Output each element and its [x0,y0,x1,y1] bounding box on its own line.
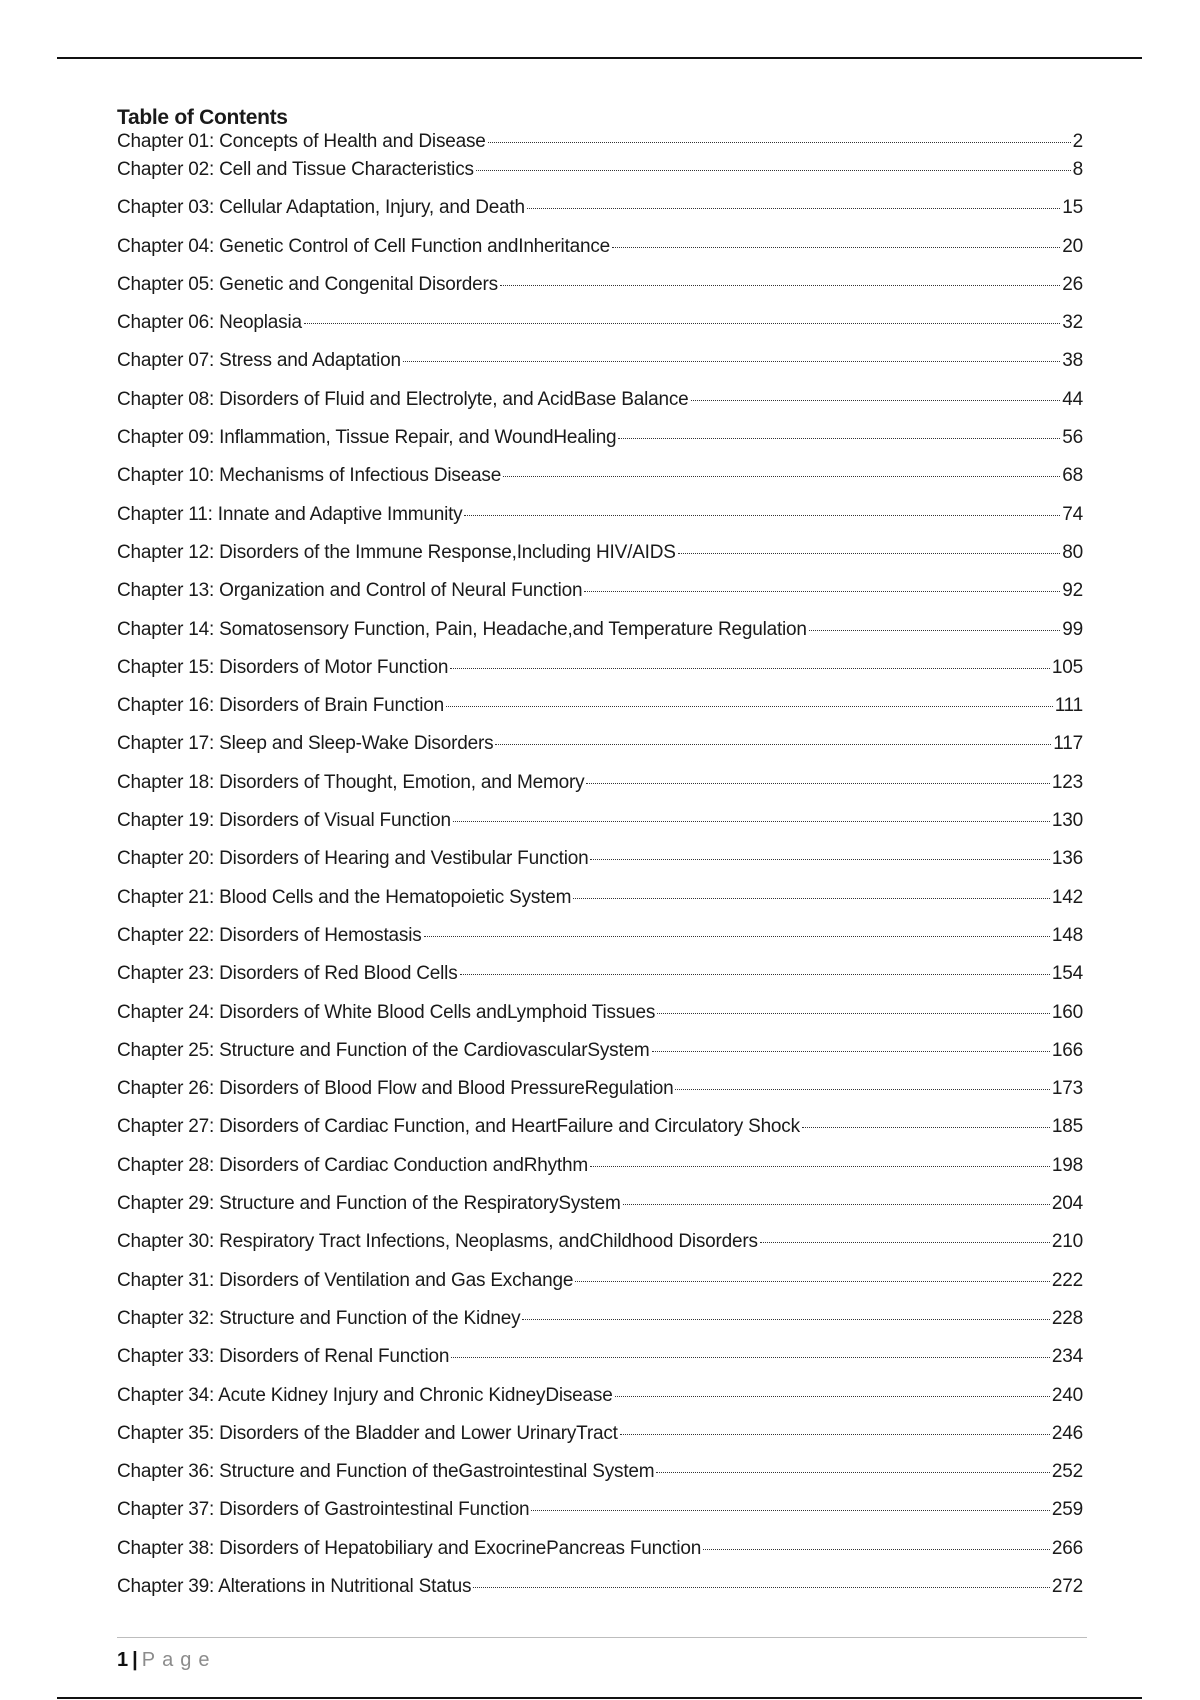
dot-leader [657,1013,1050,1014]
toc-entry[interactable] [117,925,1083,963]
toc-entry-page: 68 [1062,465,1083,487]
toc-entry[interactable] [117,1155,1083,1193]
toc-entry-title: Chapter 29: Structure and Function of the RespiratorySystem [117,1193,621,1215]
toc-entry-title: Chapter 36: Structure and Function of theGastrointestinal System [117,1461,655,1483]
toc-entry-title: Chapter 04: Genetic Control of Cell Function andInheritance [117,235,611,257]
toc-entry-page: 154 [1051,963,1083,985]
dot-leader [802,1127,1050,1128]
dot-leader [623,1204,1050,1205]
toc-entry[interactable] [117,236,1083,274]
toc-entry-title: Chapter 20: Disorders of Hearing and Vestibular Function [117,848,589,870]
toc-entry-page: 160 [1051,1001,1083,1023]
dot-leader [573,898,1050,899]
toc-entry[interactable] [117,619,1083,657]
dot-leader [760,1242,1050,1243]
dot-leader [522,1319,1050,1320]
toc-entry-page: 111 [1054,695,1083,717]
footer-page-number: 1 [117,1649,129,1671]
toc-entry-title: Chapter 15: Disorders of Motor Function [117,656,449,678]
dot-leader [473,1587,1050,1588]
toc-entry-page: 246 [1051,1422,1083,1444]
dot-leader [691,400,1061,401]
dot-leader [453,821,1050,822]
toc-entry-page: 8 [1072,159,1083,180]
footer-bottom-rule [57,1697,1142,1699]
footer-page-label [117,1648,1087,1672]
toc-entry[interactable] [117,657,1083,695]
toc-entry-page: 272 [1051,1575,1083,1597]
toc-title: Table of Contents [117,106,288,129]
toc-entry-page: 234 [1051,1346,1083,1368]
toc-entry-title: Chapter 38: Disorders of Hepatobiliary and ExocrinePancreas Function [117,1537,702,1559]
dot-leader [809,630,1060,631]
toc-entry-title: Chapter 02: Cell and Tissue Characteristics [117,159,474,180]
toc-entry-page: 222 [1051,1269,1083,1291]
toc-entry-title: Chapter 07: Stress and Adaptation [117,350,401,372]
toc-entry[interactable] [117,465,1083,503]
toc-entry[interactable] [117,1193,1083,1231]
toc-entry[interactable] [117,197,1083,235]
toc-entry[interactable] [117,1499,1083,1537]
table-of-contents [117,105,1083,1614]
toc-entry-title: Chapter 12: Disorders of the Immune Response,Including HIV/AIDS [117,541,676,563]
toc-entry-title: Chapter 35: Disorders of the Bladder and Lower UrinaryTract [117,1422,618,1444]
toc-entry-page: 240 [1051,1384,1083,1406]
toc-entry-page: 117 [1053,733,1083,755]
toc-entry-page: 74 [1062,503,1083,525]
toc-entry-page: 252 [1051,1461,1083,1483]
dot-leader [584,591,1060,592]
toc-entry-title: Chapter 26: Disorders of Blood Flow and Blood PressureRegulation [117,1078,674,1100]
dot-leader [450,668,1050,669]
dot-leader [464,515,1060,516]
footer-separator: | [132,1649,138,1671]
toc-entry-title: Chapter 03: Cellular Adaptation, Injury, and Death [117,197,525,219]
page-footer [117,1637,1087,1672]
header-rule [57,57,1142,59]
footer-page-word: Page [141,1649,217,1671]
toc-entry[interactable] [117,131,1083,159]
toc-entry-title: Chapter 08: Disorders of Fluid and Electrolyte, and AcidBase Balance [117,388,689,410]
dot-leader [304,323,1060,324]
dot-leader [527,208,1060,209]
toc-entry-page: 198 [1051,1154,1083,1176]
toc-entry[interactable] [117,772,1083,810]
toc-entry-title: Chapter 24: Disorders of White Blood Cells andLymphoid Tissues [117,1001,656,1023]
toc-entry-page: 185 [1051,1116,1083,1138]
toc-entry-page: 26 [1062,273,1083,295]
toc-entry[interactable] [117,427,1083,465]
toc-entry[interactable] [117,1116,1083,1154]
dot-leader [656,1472,1049,1473]
dot-leader [446,706,1053,707]
dot-leader [424,936,1050,937]
toc-entry-title: Chapter 31: Disorders of Ventilation and Gas Exchange [117,1269,574,1291]
toc-entry-page: 166 [1051,1039,1083,1061]
dot-leader [612,247,1060,248]
dot-leader [495,744,1051,745]
toc-entry[interactable] [117,350,1083,388]
toc-entry-page: 92 [1062,580,1083,602]
toc-entry-page: 130 [1051,810,1083,832]
dot-leader [615,1396,1050,1397]
toc-entry-page: 259 [1051,1499,1083,1521]
toc-entry[interactable] [117,1270,1083,1308]
toc-entry[interactable] [117,1346,1083,1384]
dot-leader [586,783,1049,784]
toc-entry[interactable] [117,963,1083,1001]
footer-rule [117,1637,1087,1638]
toc-entry-title: Chapter 32: Structure and Function of the Kidney [117,1307,521,1329]
toc-entry-page: 204 [1051,1193,1083,1215]
toc-entry[interactable] [117,542,1083,580]
toc-entry-title: Chapter 21: Blood Cells and the Hematopoietic System [117,886,572,908]
toc-entry[interactable] [117,1078,1083,1116]
toc-entry[interactable] [117,159,1083,197]
toc-entry-title: Chapter 22: Disorders of Hemostasis [117,924,422,946]
dot-leader [620,1434,1050,1435]
toc-entry-page: 210 [1051,1231,1083,1253]
toc-entry-title: Chapter 39: Alterations in Nutritional Status [117,1575,472,1597]
toc-entry-page: 32 [1062,312,1083,334]
toc-entry[interactable] [117,1385,1083,1423]
toc-entry-title: Chapter 06: Neoplasia [117,312,302,334]
toc-entry[interactable] [117,1040,1083,1078]
toc-entry-title: Chapter 19: Disorders of Visual Function [117,810,451,832]
dot-leader [503,476,1060,477]
toc-entry[interactable] [117,1538,1083,1576]
toc-entry[interactable] [117,274,1083,312]
toc-entry[interactable] [117,1423,1083,1461]
toc-entry-title: Chapter 13: Organization and Control of Neural Function [117,580,583,602]
toc-entry-title: Chapter 18: Disorders of Thought, Emotion, and Memory [117,771,585,793]
toc-entry-page: 228 [1051,1307,1083,1329]
dot-leader [460,974,1050,975]
toc-entry[interactable] [117,887,1083,925]
toc-entry[interactable] [117,389,1083,427]
toc-entry[interactable] [117,810,1083,848]
toc-entry-title: Chapter 16: Disorders of Brain Function [117,695,444,717]
toc-list [117,131,1083,1614]
toc-entry-page: 266 [1051,1537,1083,1559]
dot-leader [500,285,1060,286]
toc-entry[interactable] [117,1308,1083,1346]
toc-entry-title: Chapter 11: Innate and Adaptive Immunity [117,503,463,525]
toc-entry-title: Chapter 23: Disorders of Red Blood Cells [117,963,458,985]
toc-entry-page: 173 [1051,1078,1083,1100]
toc-entry[interactable] [117,1231,1083,1269]
dot-leader [590,859,1049,860]
toc-entry[interactable] [117,1461,1083,1499]
toc-entry-title: Chapter 25: Structure and Function of the CardiovascularSystem [117,1039,650,1061]
dot-leader [488,142,1071,143]
toc-entry-page: 148 [1051,924,1083,946]
toc-entry-title: Chapter 05: Genetic and Congenital Disorders [117,273,498,295]
toc-entry-title: Chapter 01: Concepts of Health and Disease [117,131,486,152]
dot-leader [675,1089,1049,1090]
toc-entry-page: 142 [1051,886,1083,908]
dot-leader [403,361,1060,362]
toc-entry[interactable] [117,695,1083,733]
dot-leader [451,1357,1050,1358]
toc-entry-title: Chapter 14: Somatosensory Function, Pain, Headache,and Temperature Regulation [117,618,807,640]
dot-leader [678,553,1061,554]
dot-leader [575,1281,1050,1282]
dot-leader [652,1051,1050,1052]
toc-entry-title: Chapter 33: Disorders of Renal Function [117,1346,450,1368]
toc-entry-title: Chapter 37: Disorders of Gastrointestinal Function [117,1499,530,1521]
toc-entry[interactable] [117,1002,1083,1040]
dot-leader [531,1510,1049,1511]
toc-entry-page: 20 [1062,235,1083,257]
toc-entry[interactable] [117,1576,1083,1614]
toc-entry-page: 80 [1062,541,1083,563]
toc-entry-page: 123 [1051,771,1083,793]
toc-entry-title: Chapter 27: Disorders of Cardiac Function, and HeartFailure and Circulatory Shock [117,1116,800,1138]
toc-entry-title: Chapter 17: Sleep and Sleep-Wake Disorders [117,733,494,755]
toc-entry-page: 136 [1051,848,1083,870]
toc-entry-title: Chapter 28: Disorders of Cardiac Conduction andRhythm [117,1154,588,1176]
toc-entry-title: Chapter 10: Mechanisms of Infectious Disease [117,465,502,487]
toc-entry-page: 99 [1062,618,1083,640]
dot-leader [618,438,1060,439]
toc-entry[interactable] [117,312,1083,350]
dot-leader [590,1166,1050,1167]
dot-leader [476,170,1071,171]
toc-entry-page: 38 [1062,350,1083,372]
toc-entry-title: Chapter 30: Respiratory Tract Infections, Neoplasms, andChildhood Disorders [117,1231,758,1253]
toc-entry-page: 2 [1072,131,1083,152]
toc-entry-page: 105 [1051,656,1083,678]
toc-entry-page: 56 [1062,427,1083,449]
toc-entry-page: 44 [1062,388,1083,410]
toc-entry[interactable] [117,580,1083,618]
toc-entry-page: 15 [1062,197,1083,219]
toc-entry[interactable] [117,504,1083,542]
toc-entry-title: Chapter 34: Acute Kidney Injury and Chronic KidneyDisease [117,1384,613,1406]
toc-entry[interactable] [117,733,1083,771]
dot-leader [703,1549,1050,1550]
toc-entry[interactable] [117,848,1083,886]
toc-entry-title: Chapter 09: Inflammation, Tissue Repair, and WoundHealing [117,427,617,449]
